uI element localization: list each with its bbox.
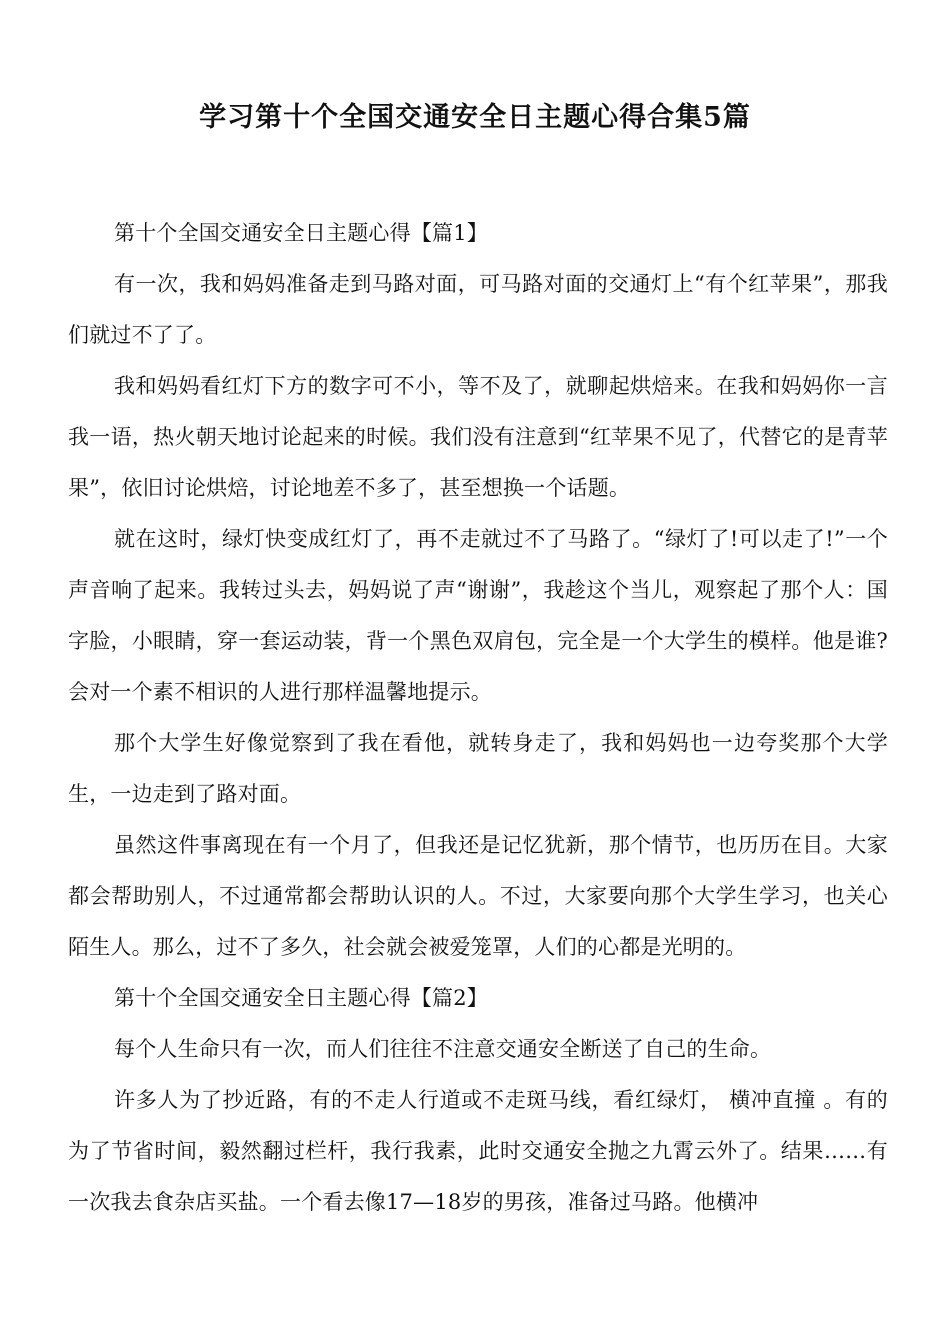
paragraph: 每个人生命只有一次，而人们往往不注意交通安全断送了自己的生命。 — [114, 1037, 772, 1061]
section-heading-2: 第十个全国交通安全日主题心得【篇2】 — [114, 986, 488, 1010]
document-title: 学习第十个全国交通安全日主题心得合集5篇 — [199, 102, 751, 133]
paragraph: 那个大学生好像觉察到了我在看他，就转身走了，我和妈妈也一边夸奖那个大学生，一边走到了路对面。 — [68, 731, 888, 806]
paragraph: 有一次，我和妈妈准备走到马路对面，可马路对面的交通灯上“有个红苹果”，那我们就过不了了。 — [68, 272, 888, 347]
section-heading-1: 第十个全国交通安全日主题心得【篇1】 — [114, 221, 488, 245]
paragraph: 就在这时，绿灯快变成红灯了，再不走就过不了马路了。“绿灯了!可以走了!”一个声音响了起来。我转过头去，妈妈说了声“谢谢”，我趁这个当儿，观察起了那个人：国字脸，小眼睛，穿一套运动装，背一个黑色双肩包，完全是一个大学生的模样。他是谁?会对一个素不相识的人进行那样温馨地提示。 — [68, 527, 888, 704]
paragraph: 虽然这件事离现在有一个月了，但我还是记忆犹新，那个情节，也历历在目。大家都会帮助别人，不过通常都会帮助认识的人。不过，大家要向那个大学生学习，也关心陌生人。那么，过不了多久，社会就会被爱笼罩，人们的心都是光明的。 — [68, 833, 888, 959]
paragraph: 许多人为了抄近路，有的不走人行道或不走斑马线，看红绿灯， 横冲直撞 。有的为了节省时间，毅然翻过栏杆，我行我素，此时交通安全抛之九霄云外了。结果……有一次我去食杂店买盐。一个看去像17—18岁的男孩，准备过马路。他横冲 — [68, 1088, 888, 1214]
paragraph: 我和妈妈看红灯下方的数字可不小，等不及了，就聊起烘焙来。在我和妈妈你一言我一语，热火朝天地讨论起来的时候。我们没有注意到“红苹果不见了，代替它的是青苹果”，依旧讨论烘焙，讨论地差不多了，甚至想换一个话题。 — [68, 374, 888, 500]
document-body — [68, 208, 888, 1228]
